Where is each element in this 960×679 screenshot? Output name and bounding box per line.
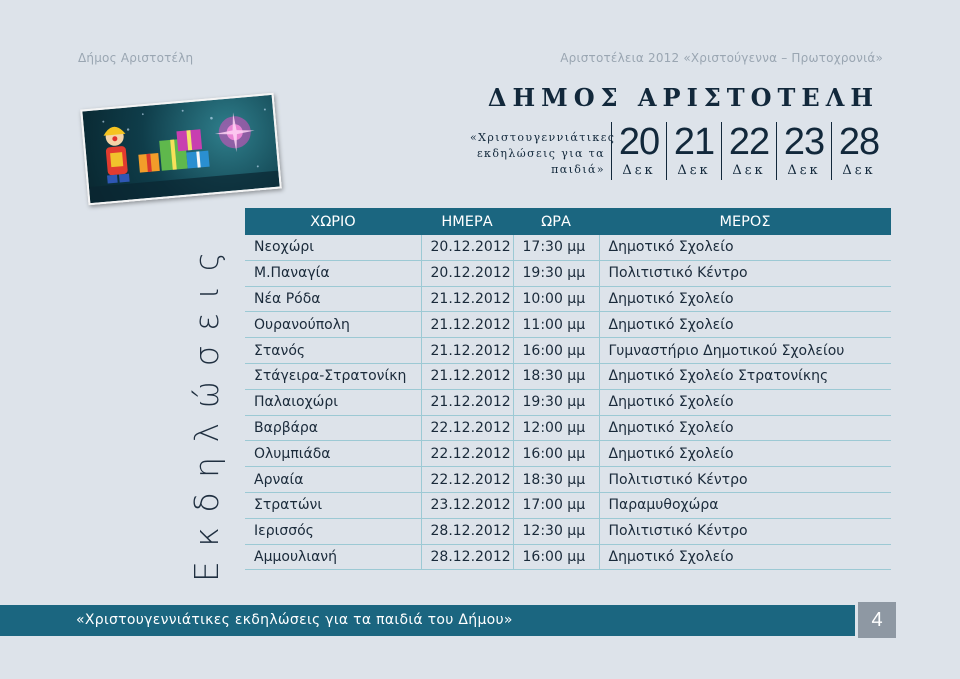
cell-date: 20.12.2012 xyxy=(421,260,513,286)
tagline-line: «Χριστουγεννιάτικες xyxy=(470,131,616,144)
cell-village: Στάγειρα-Στρατονίκη xyxy=(245,363,421,389)
date-month: Δεκ xyxy=(787,163,821,178)
date-day: 22 xyxy=(728,121,770,163)
table-row xyxy=(245,312,891,338)
cell-date: 28.12.2012 xyxy=(421,544,513,570)
cell-place: Δημοτικό Σχολείο Στρατονίκης xyxy=(599,363,891,389)
date-strip xyxy=(611,122,886,180)
table-row xyxy=(245,441,891,467)
cell-date: 22.12.2012 xyxy=(421,441,513,467)
date-item xyxy=(721,122,776,180)
tagline xyxy=(470,130,616,178)
cell-village: Μ.Παναγία xyxy=(245,260,421,286)
date-day: 20 xyxy=(618,121,660,163)
cell-village: Βαρβάρα xyxy=(245,415,421,441)
cell-place: Δημοτικό Σχολείο xyxy=(599,415,891,441)
table-row xyxy=(245,389,891,415)
cell-place: Δημοτικό Σχολείο xyxy=(599,312,891,338)
cell-village: Παλαιοχώρι xyxy=(245,389,421,415)
cell-date: 28.12.2012 xyxy=(421,518,513,544)
date-item xyxy=(831,122,886,180)
cell-village: Νέα Ρόδα xyxy=(245,286,421,312)
page-number: 4 xyxy=(858,602,896,638)
cell-place: Δημοτικό Σχολείο xyxy=(599,389,891,415)
cell-time: 12:30 μμ xyxy=(513,518,599,544)
cell-date: 22.12.2012 xyxy=(421,415,513,441)
table-header-row xyxy=(245,208,891,235)
cell-time: 16:00 μμ xyxy=(513,338,599,364)
cell-date: 20.12.2012 xyxy=(421,235,513,260)
cell-date: 21.12.2012 xyxy=(421,312,513,338)
table-row xyxy=(245,286,891,312)
vertical-section-label: Εκδηλώσεις xyxy=(187,237,226,582)
date-item xyxy=(611,122,666,180)
table-row xyxy=(245,260,891,286)
cell-date: 23.12.2012 xyxy=(421,492,513,518)
cell-village: Αμμουλιανή xyxy=(245,544,421,570)
cell-place: Δημοτικό Σχολείο xyxy=(599,441,891,467)
cell-time: 17:00 μμ xyxy=(513,492,599,518)
cell-time: 16:00 μμ xyxy=(513,441,599,467)
tagline-line: εκδηλώσεις για τα xyxy=(476,147,605,160)
cell-date: 21.12.2012 xyxy=(421,286,513,312)
cell-village: Ουρανούπολη xyxy=(245,312,421,338)
tagline-line: παιδιά» xyxy=(551,163,605,176)
cell-village: Στανός xyxy=(245,338,421,364)
cell-place: Δημοτικό Σχολείο xyxy=(599,544,891,570)
date-day: 21 xyxy=(673,121,715,163)
table-row xyxy=(245,338,891,364)
column-header-place: ΜΕΡΟΣ xyxy=(599,208,891,235)
cell-time: 17:30 μμ xyxy=(513,235,599,260)
cell-time: 10:00 μμ xyxy=(513,286,599,312)
cell-place: Πολιτιστικό Κέντρο xyxy=(599,260,891,286)
cell-place: Γυμναστήριο Δημοτικού Σχολείου xyxy=(599,338,891,364)
cell-date: 21.12.2012 xyxy=(421,389,513,415)
cell-place: Πολιτιστικό Κέντρο xyxy=(599,518,891,544)
date-month: Δεκ xyxy=(622,163,656,178)
table-row xyxy=(245,467,891,493)
table-row xyxy=(245,492,891,518)
column-header-village: ΧΩΡΙΟ xyxy=(245,208,421,235)
cell-date: 21.12.2012 xyxy=(421,363,513,389)
table-row xyxy=(245,235,891,260)
table-row xyxy=(245,415,891,441)
cell-time: 16:00 μμ xyxy=(513,544,599,570)
poster-illustration xyxy=(82,95,279,203)
cell-place: Δημοτικό Σχολείο xyxy=(599,235,891,260)
cell-time: 19:30 μμ xyxy=(513,260,599,286)
date-item xyxy=(776,122,831,180)
date-month: Δεκ xyxy=(732,163,766,178)
gift-boxes xyxy=(137,129,210,173)
cell-place: Πολιτιστικό Κέντρο xyxy=(599,467,891,493)
footer-text: «Χριστουγεννιάτικες εκδηλώσεις για τα παιδιά του Δήμου» xyxy=(76,612,513,628)
column-header-date: ΗΜΕΡΑ xyxy=(421,208,513,235)
event-poster-image xyxy=(80,93,282,206)
cell-village: Νεοχώρι xyxy=(245,235,421,260)
table-row xyxy=(245,363,891,389)
header-left-title: Δήμος Αριστοτέλη xyxy=(78,51,194,65)
date-day: 28 xyxy=(838,121,880,163)
cell-date: 21.12.2012 xyxy=(421,338,513,364)
cell-time: 18:30 μμ xyxy=(513,363,599,389)
footer-bar xyxy=(0,605,855,636)
cell-time: 11:00 μμ xyxy=(513,312,599,338)
date-day: 23 xyxy=(783,121,825,163)
date-item xyxy=(666,122,721,180)
cell-time: 12:00 μμ xyxy=(513,415,599,441)
date-month: Δεκ xyxy=(842,163,876,178)
cell-date: 22.12.2012 xyxy=(421,467,513,493)
table-row xyxy=(245,544,891,570)
cell-place: Παραμυθοχώρα xyxy=(599,492,891,518)
table-row xyxy=(245,518,891,544)
magenta-glow xyxy=(213,111,256,154)
clown-figure xyxy=(103,126,130,184)
events-table xyxy=(245,208,891,570)
cell-time: 19:30 μμ xyxy=(513,389,599,415)
cell-place: Δημοτικό Σχολείο xyxy=(599,286,891,312)
cell-village: Ολυμπιάδα xyxy=(245,441,421,467)
header-right-title: Αριστοτέλεια 2012 «Χριστούγεννα – Πρωτοχρονιά» xyxy=(560,51,883,65)
cell-village: Στρατώνι xyxy=(245,492,421,518)
page-title: ΔΗΜΟΣ ΑΡΙΣΤΟΤΕΛΗ xyxy=(487,83,879,112)
cell-village: Αρναία xyxy=(245,467,421,493)
date-month: Δεκ xyxy=(677,163,711,178)
column-header-time: ΩΡΑ xyxy=(513,208,599,235)
cell-village: Ιερισσός xyxy=(245,518,421,544)
cell-time: 18:30 μμ xyxy=(513,467,599,493)
